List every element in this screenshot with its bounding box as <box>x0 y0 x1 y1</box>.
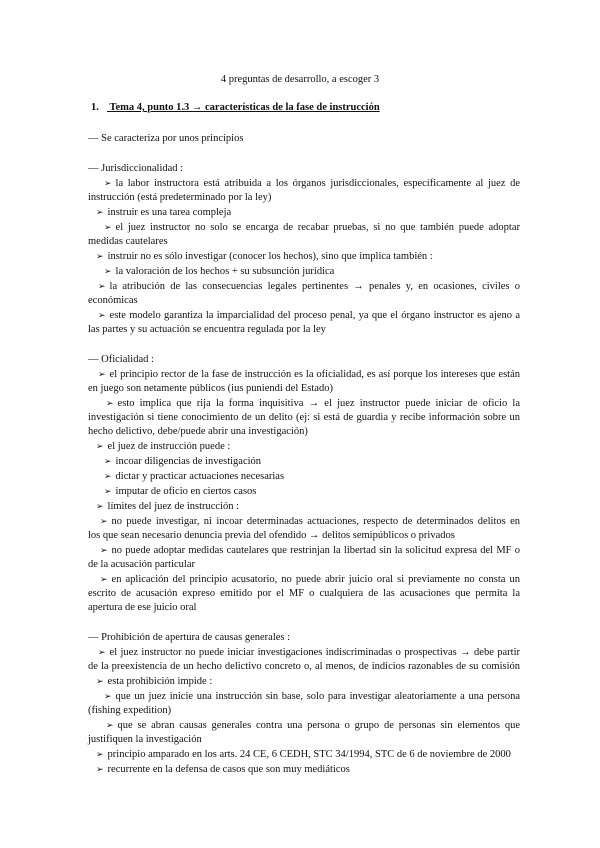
bullet-arrow-icon: ➢ <box>96 677 104 687</box>
list-item: ➢ dictar y practicar actuaciones necesarias <box>104 471 285 482</box>
list-item: ➢ este modelo garantiza la imparcialidad del proceso penal, ya que el órgano instructor es ajeno a <box>98 310 520 321</box>
bullet-arrow-icon: ➢ <box>98 282 106 292</box>
list-item: ➢ la labor instructora está atribuida a los órganos jurisdiccionales, específicamente al juez de <box>104 178 520 189</box>
bullet-arrow-icon: ➢ <box>96 502 104 512</box>
list-item-continuation: de la acusación particular <box>88 559 195 570</box>
list-item: ➢ el juez instructor no solo se encarga de recabar pruebas, si no que también puede adoptar <box>104 222 520 233</box>
bullet-arrow-icon: ➢ <box>98 311 106 321</box>
list-item-continuation: instrucción (está predeterminado por la ley) <box>88 192 272 203</box>
list-item: ➢ que se abran causas generales contra una persona o grupo de personas sin elementos que <box>106 720 520 731</box>
bullet-arrow-icon: ➢ <box>96 765 104 775</box>
list-item: ➢ el juez de instrucción puede : <box>96 441 231 452</box>
bullet-arrow-icon: ➢ <box>96 750 104 760</box>
list-item: ➢ límites del juez de instrucción : <box>96 501 240 512</box>
list-item: ➢ no puede adoptar medidas cautelares que restrinjan la libertad sin la solicitud expresa del MF o <box>100 545 520 556</box>
list-item-continuation: las partes y su actuación se encuentra regulada por la ley <box>88 324 326 335</box>
list-item: ➢ esta prohibición impide : <box>96 676 213 687</box>
list-item: ➢ recurrente en la defensa de casos que son muy mediáticos <box>96 764 350 775</box>
bullet-arrow-icon: ➢ <box>100 546 108 556</box>
bullet-arrow-icon: ➢ <box>104 472 112 482</box>
list-item-continuation: los que sean necesario denuncia previa del ofendido → delitos semipúblicos o privados <box>88 530 455 541</box>
list-item: ➢ no puede investigar, ni incoar determinadas actuaciones, respecto de determinados delitos en <box>100 516 520 527</box>
list-item-continuation: escrito de acusación expreso emitido por el MF o cualquiera de las acusaciones que permita la <box>88 588 520 599</box>
list-item-continuation: hecho delictivo, debe/puede abrir una investigación) <box>88 426 308 437</box>
section-number: 1. <box>91 102 99 113</box>
list-item: ➢ instruir no es sólo investigar (conocer los hechos), sino que implica también : <box>96 251 433 262</box>
list-item: ➢ el principio rector de la fase de instrucción es la oficialidad, es así porque los intereses que están <box>98 369 520 380</box>
bullet-arrow-icon: ➢ <box>98 648 106 658</box>
prohibicion-title: — Prohibición de apertura de causas generales : <box>88 632 291 643</box>
bullet-arrow-icon: ➢ <box>100 575 108 585</box>
bullet-arrow-icon: ➢ <box>106 399 114 409</box>
list-item: ➢ incoar diligencias de investigación <box>104 456 262 467</box>
bullet-arrow-icon: ➢ <box>96 252 104 262</box>
bullet-arrow-icon: ➢ <box>96 442 104 452</box>
section-heading <box>91 101 523 115</box>
bullet-arrow-icon: ➢ <box>104 487 112 497</box>
list-item-continuation: en juego son netamente públicos (ius puniendi del Estado) <box>88 383 333 394</box>
list-item: ➢ que un juez inicie una instrucción sin base, solo para investigar aleatoriamente a una persona <box>104 691 520 702</box>
list-item: ➢ en aplicación del principio acusatorio, no puede abrir juicio oral si previamente no consta un <box>100 574 520 585</box>
list-item-continuation: (fishing expedition) <box>88 705 172 716</box>
list-item-continuation: de la preexistencia de un hecho delictivo concreto o, al menos, de indicios razonables de su comisión <box>88 661 520 672</box>
list-item-continuation: investigación si tiene conocimiento de un delito (ej: si está de guardia y recibe información sobre un <box>88 412 520 423</box>
list-item: ➢ la atribución de las consecuencias legales pertinentes → penales y, en ocasiones, civiles o <box>98 281 520 292</box>
intro-line: — Se caracteriza por unos principios <box>88 133 244 144</box>
list-item-continuation: apertura de ese juicio oral <box>88 602 197 613</box>
bullet-arrow-icon: ➢ <box>106 721 114 731</box>
list-item: ➢ imputar de oficio en ciertos casos <box>104 486 257 497</box>
bullet-arrow-icon: ➢ <box>104 457 112 467</box>
bullet-arrow-icon: ➢ <box>104 692 112 702</box>
bullet-arrow-icon: ➢ <box>104 179 112 189</box>
section-title: Tema 4, punto 1.3 → características de la fase de instrucción <box>109 102 380 113</box>
list-item: ➢ esto implica que rija la forma inquisitiva → el juez instructor puede iniciar de oficio la <box>106 398 520 409</box>
list-item-continuation: medidas cautelares <box>88 236 168 247</box>
bullet-arrow-icon: ➢ <box>100 517 108 527</box>
bullet-arrow-icon: ➢ <box>96 208 104 218</box>
bullet-arrow-icon: ➢ <box>98 370 106 380</box>
list-item-continuation: económicas <box>88 295 138 306</box>
jurisdiccionalidad-title: — Jurisdiccionalidad : <box>88 163 184 174</box>
list-item: ➢ el juez instructor no puede iniciar investigaciones indiscriminadas o prospectivas → debe partir <box>98 647 520 658</box>
list-item-continuation: justifiquen la investigación <box>88 734 202 745</box>
list-item: ➢ instruir es una tarea compleja <box>96 207 232 218</box>
list-item: ➢ la valoración de los hechos + su subsunción jurídica <box>104 266 335 277</box>
page-header: 4 preguntas de desarrollo, a escoger 3 <box>220 74 380 85</box>
bullet-arrow-icon: ➢ <box>104 267 112 277</box>
oficialidad-title: — Oficialidad : <box>88 354 154 365</box>
bullet-arrow-icon: ➢ <box>104 223 112 233</box>
list-item: ➢ principio amparado en los arts. 24 CE, 6 CEDH, STC 34/1994, STC de 6 de noviembre de 2000 <box>96 749 511 760</box>
